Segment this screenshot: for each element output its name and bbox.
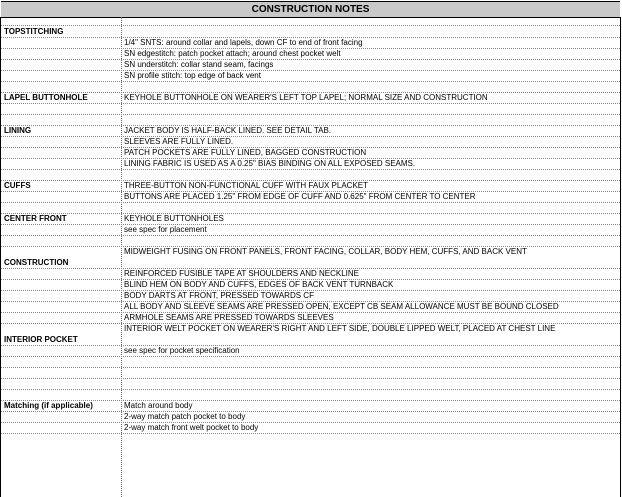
note-cell <box>124 247 618 268</box>
section-label <box>4 379 120 389</box>
section-label <box>4 302 120 312</box>
table-row <box>1 280 620 291</box>
table-row <box>1 247 620 269</box>
note-cell <box>124 115 618 125</box>
note-cell <box>124 192 618 202</box>
note-cell <box>124 159 618 169</box>
section-label <box>4 346 120 356</box>
section-label-text: INTERIOR POCKET <box>4 335 78 344</box>
note-cell <box>124 82 618 92</box>
table-row <box>1 159 620 170</box>
section-label <box>4 280 120 290</box>
section-label <box>4 148 120 158</box>
table-row <box>1 115 620 126</box>
note-text: INTERIOR WELT POCKET ON WEARER'S RIGHT AND LEFT SIDE, DOUBLE LIPPED WELT, PLACED AT CHEST LINE <box>124 324 556 333</box>
note-cell <box>124 170 618 180</box>
table-row <box>1 324 620 346</box>
note-cell <box>124 401 618 411</box>
note-cell <box>124 346 618 356</box>
section-label <box>4 236 120 246</box>
section-label <box>4 390 120 400</box>
note-cell <box>124 225 618 235</box>
section-label <box>4 192 120 202</box>
note-text: LINING FABRIC IS USED AS A 0.25" BIAS BINDING ON ALL EXPOSED SEAMS. <box>124 159 416 168</box>
note-cell <box>124 412 618 422</box>
section-label <box>4 181 120 191</box>
note-cell <box>124 26 618 37</box>
note-cell <box>124 236 618 246</box>
section-label <box>4 269 120 279</box>
note-cell <box>124 313 618 323</box>
section-label-text: LAPEL BUTTONHOLE <box>4 93 88 102</box>
note-text: SN profile stitch: top edge of back vent <box>124 71 261 80</box>
table-row <box>1 60 620 71</box>
section-label <box>4 159 120 169</box>
table-row <box>1 18 620 26</box>
table-row <box>1 137 620 148</box>
section-label <box>4 126 120 136</box>
note-text: PATCH POCKETS ARE FULLY LINED, BAGGED CONSTRUCTION <box>124 148 367 157</box>
note-cell <box>124 181 618 191</box>
note-text: ALL BODY AND SLEEVE SEAMS ARE PRESSED OPEN, EXCEPT CB SEAM ALLOWANCE MUST BE BOUND CLOSED <box>124 302 559 311</box>
section-label <box>4 324 120 345</box>
note-cell <box>124 379 618 389</box>
note-cell <box>124 423 618 433</box>
note-text: see spec for pocket specification <box>124 346 240 355</box>
note-text: BLIND HEM ON BODY AND CUFFS, EDGES OF BACK VENT TURNBACK <box>124 280 394 289</box>
note-cell <box>124 104 618 114</box>
note-cell <box>124 18 618 25</box>
table-row <box>1 93 620 104</box>
table-row <box>1 170 620 181</box>
table-row <box>1 225 620 236</box>
section-label <box>4 401 120 411</box>
section-label <box>4 18 120 25</box>
note-cell <box>124 203 618 213</box>
note-text: Match around body <box>124 401 193 410</box>
note-text: BUTTONS ARE PLACED 1.25" FROM EDGE OF CUFF AND 0.625" FROM CENTER TO CENTER <box>124 192 476 201</box>
note-cell <box>124 38 618 48</box>
note-cell <box>124 214 618 224</box>
section-label <box>4 170 120 180</box>
note-text: see spec for placement <box>124 225 207 234</box>
table-row <box>1 313 620 324</box>
table-row <box>1 82 620 93</box>
section-label-text: TOPSTITCHING <box>4 26 64 36</box>
section-label <box>4 115 120 125</box>
sheet-title: CONSTRUCTION NOTES <box>1 1 620 18</box>
section-label-text: LINING <box>4 126 32 135</box>
table-row <box>1 203 620 214</box>
section-label-text: Matching (if applicable) <box>4 401 93 410</box>
section-label <box>4 247 120 268</box>
note-text: 2-way match front welt pocket to body <box>124 423 259 432</box>
note-cell <box>124 280 618 290</box>
table-row <box>1 26 620 38</box>
note-text: SN understitch: collar stand seam, facings <box>124 60 274 69</box>
table-row <box>1 357 620 368</box>
table-row <box>1 38 620 49</box>
note-cell <box>124 148 618 158</box>
section-label <box>4 357 120 367</box>
table-row <box>1 368 620 379</box>
table-row <box>1 269 620 280</box>
table-row <box>1 291 620 302</box>
section-label <box>4 214 120 224</box>
table-row <box>1 379 620 390</box>
note-cell <box>124 49 618 59</box>
note-text: BODY DARTS AT FRONT, PRESSED TOWARDS CF <box>124 291 314 300</box>
table-row <box>1 71 620 82</box>
note-text: THREE-BUTTON NON-FUNCTIONAL CUFF WITH FAUX PLACKET <box>124 181 369 190</box>
note-cell <box>124 324 618 345</box>
table-row <box>1 390 620 401</box>
note-text: SLEEVES ARE FULLY LINED. <box>124 137 234 146</box>
table-row <box>1 236 620 247</box>
right-border <box>620 17 621 497</box>
section-label <box>4 49 120 59</box>
section-label <box>4 291 120 301</box>
note-cell <box>124 137 618 147</box>
section-label <box>4 412 120 422</box>
note-cell <box>124 368 618 378</box>
section-label <box>4 104 120 114</box>
section-label-text: CONSTRUCTION <box>4 258 69 267</box>
note-cell <box>124 71 618 81</box>
table-row <box>1 214 620 225</box>
section-label <box>4 313 120 323</box>
section-label <box>4 26 120 37</box>
section-label <box>4 38 120 48</box>
note-text: REINFORCED FUSIBLE TAPE AT SHOULDERS AND NECKLINE <box>124 269 360 278</box>
note-text: KEYHOLE BUTTONHOLE ON WEARER'S LEFT TOP LAPEL; NORMAL SIZE AND CONSTRUCTION <box>124 93 488 102</box>
section-label-text: CENTER FRONT <box>4 214 67 223</box>
table-row <box>1 181 620 192</box>
note-text: MIDWEIGHT FUSING ON FRONT PANELS, FRONT FACING, COLLAR, BODY HEM, CUFFS, AND BACK VENT <box>124 247 527 256</box>
table-row <box>1 104 620 115</box>
table-row <box>1 412 620 423</box>
note-text: ARMHOLE SEAMS ARE PRESSED TOWARDS SLEEVES <box>124 313 334 322</box>
note-cell <box>124 93 618 103</box>
section-label <box>4 60 120 70</box>
section-label <box>4 203 120 213</box>
table-row <box>1 346 620 357</box>
table-row <box>1 302 620 313</box>
note-cell <box>124 390 618 400</box>
section-label <box>4 93 120 103</box>
section-label <box>4 225 120 235</box>
table-row <box>1 423 620 434</box>
note-text: JACKET BODY IS HALF-BACK LINED. SEE DETAIL TAB. <box>124 126 332 135</box>
note-cell <box>124 126 618 136</box>
table-row <box>1 126 620 137</box>
note-text: 1/4" SNTS: around collar and lapels, down CF to end of front facing <box>124 38 363 47</box>
section-label <box>4 71 120 81</box>
section-label <box>4 82 120 92</box>
note-cell <box>124 302 618 312</box>
section-label <box>4 423 120 433</box>
note-cell <box>124 60 618 70</box>
table-row <box>1 401 620 412</box>
note-cell <box>124 269 618 279</box>
section-label <box>4 137 120 147</box>
note-text: 2-way match patch pocket to body <box>124 412 246 421</box>
table-row <box>1 148 620 159</box>
note-text: SN edgestitch: patch pocket attach; around chest pocket welt <box>124 49 341 58</box>
note-cell <box>124 291 618 301</box>
section-label-text: CUFFS <box>4 181 31 190</box>
table-row <box>1 192 620 203</box>
table-row <box>1 49 620 60</box>
note-text: KEYHOLE BUTTONHOLES <box>124 214 224 223</box>
note-cell <box>124 357 618 367</box>
section-label <box>4 368 120 378</box>
